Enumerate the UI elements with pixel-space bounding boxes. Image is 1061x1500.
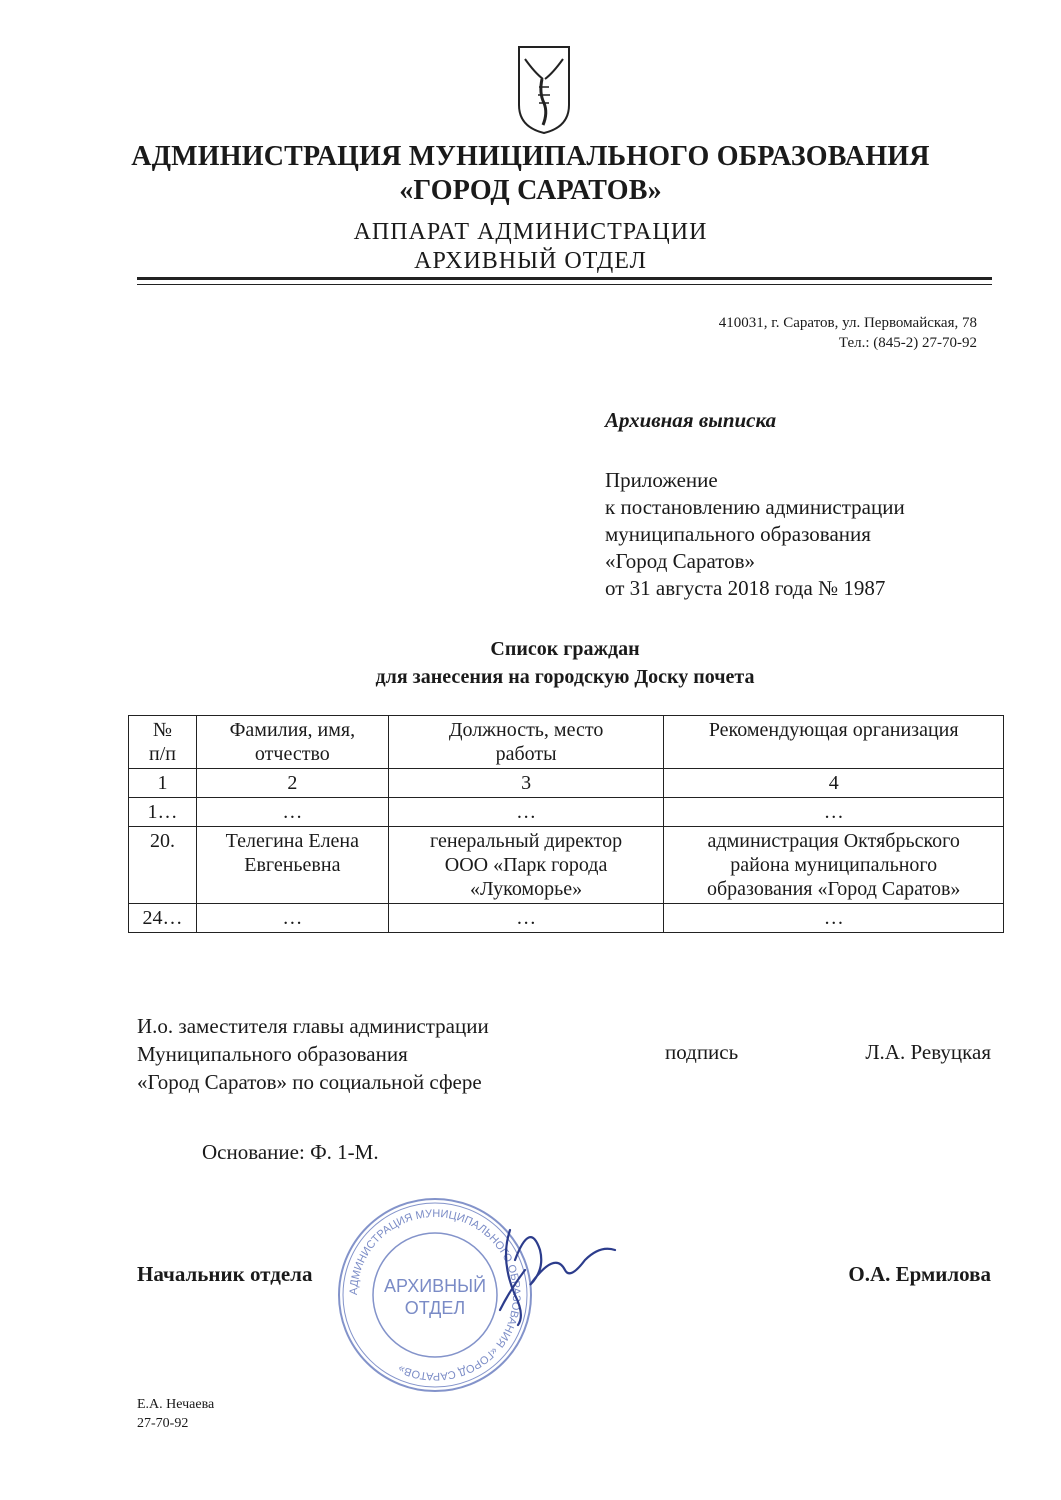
organization-title — [0, 140, 1061, 208]
table-cell-name — [196, 827, 388, 904]
department-title — [0, 218, 1061, 276]
organization-title-line1: АДМИНИСТРАЦИЯ МУНИЦИПАЛЬНОГО ОБРАЗОВАНИЯ — [131, 141, 930, 172]
table-cell: … — [388, 904, 664, 933]
signatory-line1: И.о. заместителя главы администрации — [137, 1014, 489, 1038]
executor-name: Е.А. Нечаева — [137, 1397, 215, 1412]
executor-block — [137, 1395, 214, 1433]
organization-title-line2: «ГОРОД САРАТОВ» — [399, 175, 662, 206]
list-title-line2: для занесения на городскую Доску почета — [375, 666, 755, 688]
appendix-block — [605, 467, 905, 602]
table-cell: 1… — [129, 798, 197, 827]
table-cell: 1 — [129, 769, 197, 798]
appendix-line4: «Город Саратов» — [605, 549, 756, 573]
table-cell: 4 — [664, 769, 1004, 798]
table-cell-position — [388, 827, 664, 904]
table-cell: 3 — [388, 769, 664, 798]
table-header-row — [129, 716, 1004, 769]
cell-org-line3: образования «Город Саратов» — [706, 878, 961, 900]
coat-of-arms-emblem — [515, 43, 573, 135]
signatory-line3: «Город Саратов» по социальной сфере — [137, 1070, 482, 1094]
cell-position-line3: «Лукоморье» — [470, 878, 583, 900]
cell-position-line2: ООО «Парк города — [444, 854, 608, 876]
header-rule-thin — [137, 284, 992, 285]
cell-position-line1: генеральный директор — [430, 830, 623, 852]
executor-phone: 27-70-92 — [137, 1416, 189, 1431]
extract-label: Архивная выписка — [605, 408, 777, 432]
table-cell-num: 20. — [129, 827, 197, 904]
appendix-line2: к постановлению администрации — [605, 495, 905, 519]
phone-line: Тел.: (845-2) 27-70-92 — [838, 335, 977, 351]
table-cell: … — [664, 904, 1004, 933]
appendix-line5: от 31 августа 2018 года № 1987 — [605, 576, 886, 600]
department-line1: АППАРАТ АДМИНИСТРАЦИИ — [353, 219, 708, 245]
department-line2: АРХИВНЫЙ ОТДЕЛ — [414, 248, 647, 274]
basis-line: Основание: Ф. 1-М. — [202, 1140, 379, 1164]
header-num-line1: № — [152, 719, 173, 741]
address-block — [719, 313, 977, 353]
table-row — [129, 904, 1004, 933]
table-row — [129, 827, 1004, 904]
signature-mark: подпись — [665, 1040, 739, 1064]
header-cell-org — [664, 716, 1004, 769]
header-num-line2: п/п — [148, 743, 176, 765]
header-cell-name — [196, 716, 388, 769]
signatory-line2: Муниципального образования — [137, 1042, 408, 1066]
header-org-line: Рекомендующая организация — [708, 719, 959, 741]
header-name-line2: отчество — [254, 743, 330, 765]
list-title — [0, 635, 1061, 691]
table-row — [129, 798, 1004, 827]
table-cell: … — [664, 798, 1004, 827]
table-numbering-row — [129, 769, 1004, 798]
cell-org-line2: района муниципального — [730, 854, 938, 876]
header-name-line1: Фамилия, имя, — [229, 719, 356, 741]
header-rule-thick — [137, 277, 992, 280]
stamp-center-line1: АРХИВНЫЙ — [383, 1276, 487, 1296]
table-cell: 24… — [129, 904, 197, 933]
cell-name-line1: Телегина Елена — [225, 830, 360, 852]
signatory-position — [137, 1012, 489, 1096]
table-cell: … — [196, 904, 388, 933]
stamp-center-line2: ОТДЕЛ — [404, 1298, 466, 1318]
header-position-line2: работы — [495, 743, 557, 765]
appendix-line1: Приложение — [605, 468, 718, 492]
table-cell: … — [196, 798, 388, 827]
table-cell-org — [664, 827, 1004, 904]
signatory-name: Л.А. Ревуцкая — [865, 1040, 991, 1064]
address-line: 410031, г. Саратов, ул. Первомайская, 78 — [718, 315, 977, 331]
chief-name: О.А. Ермилова — [848, 1262, 991, 1286]
table-cell: 2 — [196, 769, 388, 798]
header-cell-position — [388, 716, 664, 769]
citizens-table — [128, 715, 1004, 933]
cell-org-line1: администрация Октябрьского — [707, 830, 960, 852]
list-title-line1: Список граждан — [490, 638, 640, 660]
cell-name-line2: Евгеньевна — [244, 854, 341, 876]
header-cell-num — [129, 716, 197, 769]
chief-title: Начальник отдела — [137, 1262, 313, 1286]
appendix-line3: муниципального образования — [605, 522, 871, 546]
handwritten-signature — [470, 1200, 620, 1330]
stamp-ring-text: АДМИНИСТРАЦИЯ МУНИЦИПАЛЬНОГО ОБРАЗОВАНИЯ «ГОРОД САРАТОВ» — [347, 1207, 523, 1383]
header-position-line1: Должность, место — [448, 719, 604, 741]
table-cell: … — [388, 798, 664, 827]
